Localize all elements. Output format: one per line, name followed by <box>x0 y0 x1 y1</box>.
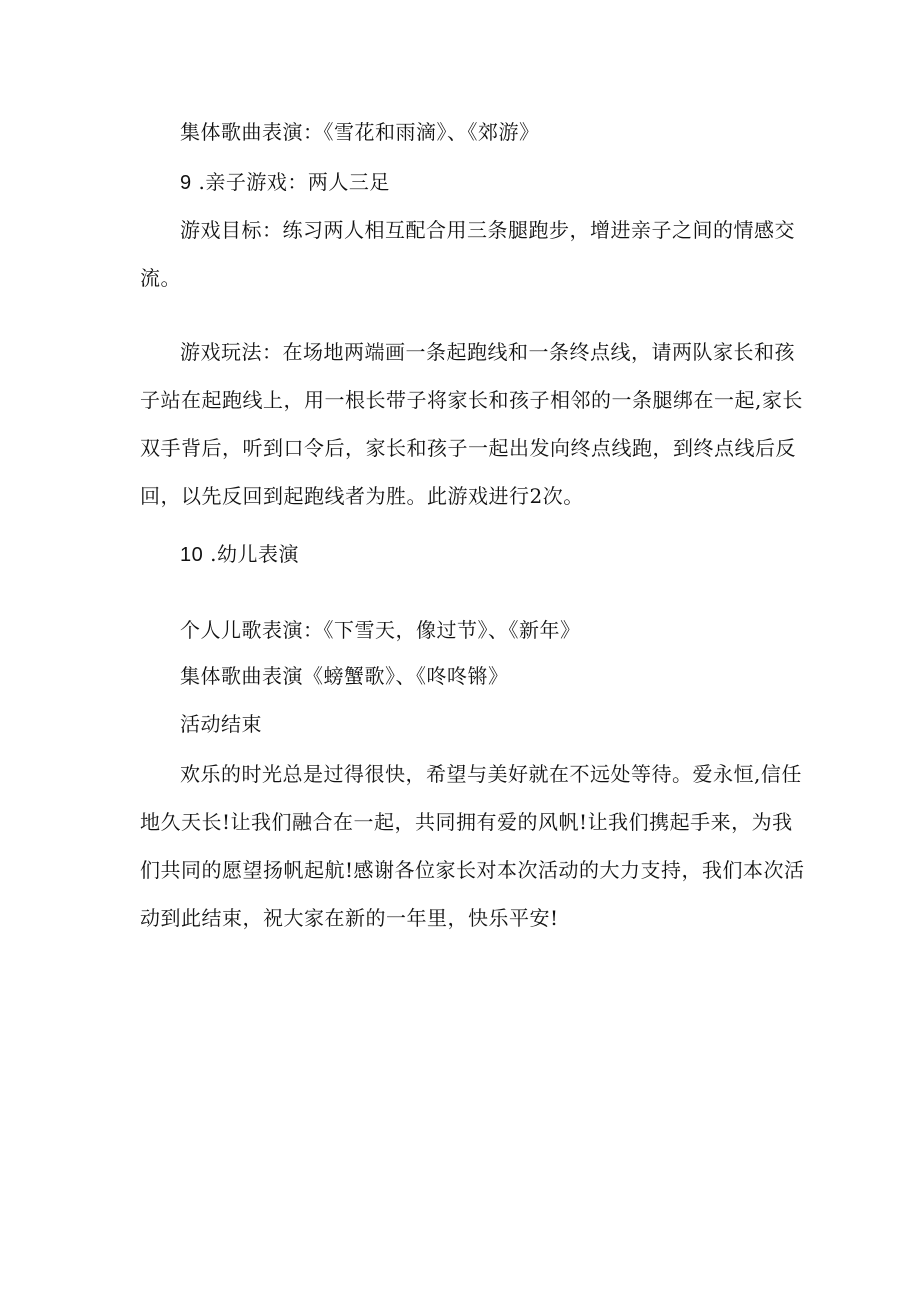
section-number: 9 <box>180 172 192 194</box>
section-heading-9 <box>180 170 390 195</box>
game-rules-line-4: 回，以先反回到起跑线者为胜。此游戏进行2次。 <box>140 484 584 508</box>
closing-paragraph-line-4: 动到此结束，祝大家在新的一年里，快乐平安! <box>140 906 559 930</box>
closing-paragraph-line-1: 欢乐的时光总是过得很快，希望与美好就在不远处等待。爱永恒,信任 <box>180 762 802 786</box>
group-song-performance-2: 集体歌曲表演《螃蟹歌》、《咚咚锵》 <box>180 664 509 688</box>
section-title: .亲子游戏：两人三足 <box>198 170 390 194</box>
game-goal-line-2: 流。 <box>140 266 181 290</box>
section-title: .幼儿表演 <box>210 542 299 566</box>
section-heading-10 <box>180 542 299 567</box>
game-rules-line-2: 子站在起跑线上，用一根长带子将家长和孩子相邻的一条腿绑在一起,家长 <box>140 388 803 412</box>
closing-heading: 活动结束 <box>180 712 262 736</box>
group-song-performance-1: 集体歌曲表演：《雪花和雨滴》、《郊游》 <box>180 120 540 144</box>
section-number: 10 <box>180 544 204 566</box>
solo-song-performance: 个人儿歌表演：《下雪天，像过节》、《新年》 <box>180 618 581 642</box>
closing-paragraph-line-2: 地久天长!让我们融合在一起，共同拥有爱的风帆!让我们携起手来，为我 <box>140 810 793 834</box>
closing-paragraph-line-3: 们共同的愿望扬帆起航!感谢各位家长对本次活动的大力支持，我们本次活 <box>140 858 805 882</box>
game-rules-line-3: 双手背后，听到口令后，家长和孩子一起出发向终点线跑，到终点线后反 <box>140 436 796 460</box>
game-goal-line-1: 游戏目标：练习两人相互配合用三条腿跑步，增进亲子之间的情感交 <box>180 218 795 242</box>
game-rules-line-1: 游戏玩法：在场地两端画一条起跑线和一条终点线，请两队家长和孩 <box>180 340 795 364</box>
